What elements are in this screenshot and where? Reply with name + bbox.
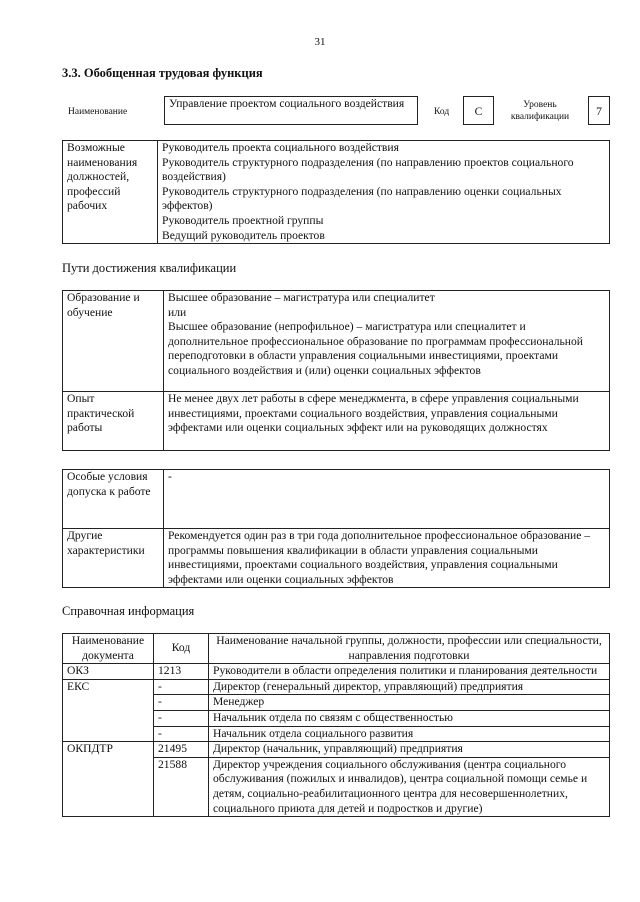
level-label: Уровень квалификации — [510, 100, 570, 122]
doc-cell: ОКЗ — [63, 664, 154, 680]
positions-list — [158, 141, 610, 244]
name-cell: Начальник отдела по связям с общественностью — [209, 710, 610, 726]
position-item: Руководитель структурного подразделения (по направлению проектов социального воздействия) — [162, 155, 574, 184]
section-title: 3.3. Обобщенная трудовая функция — [62, 66, 263, 80]
position-item: Руководитель проекта социального воздействия — [162, 141, 399, 154]
name-cell: Директор учреждения социального обслуживания (центра социального обслуживания (пожилых и инвалидов), центра социальной помощи семье и детям, социально-реабилитационного центра для несовершеннолетних, социального приюта для детей и подростков и другие) — [209, 757, 610, 816]
education-label: Образование и обучение — [63, 291, 164, 392]
name-cell: Директор (генеральный директор, управляющий) предприятия — [209, 679, 610, 695]
qualification-level: 7 — [588, 96, 610, 125]
code-label: Код — [434, 107, 450, 117]
code-cell: - — [154, 679, 209, 695]
code-cell: 21588 — [154, 757, 209, 816]
table-row — [63, 664, 610, 680]
education-row — [63, 291, 610, 392]
education-line: или — [168, 305, 187, 319]
name-cell: Менеджер — [209, 695, 610, 711]
paths-heading: Пути достижения квалификации — [62, 261, 237, 275]
other-label: Другие характеристики — [63, 529, 164, 588]
reference-heading: Справочная информация — [62, 604, 195, 618]
page-number: 31 — [314, 36, 326, 48]
position-item: Ведущий руководитель проектов — [162, 228, 325, 242]
admission-value: - — [164, 470, 610, 529]
function-name: Управление проектом социального воздействия — [164, 96, 418, 125]
positions-label: Возможные наименования должностей, профессий рабочих — [63, 141, 158, 244]
positions-row — [63, 141, 610, 244]
position-item: Руководитель проектной группы — [162, 213, 324, 227]
qualification-table — [62, 290, 610, 451]
doc-cell: ЕКС — [63, 679, 154, 741]
education-line: Высшее образование – магистратура или специалитет — [168, 291, 435, 304]
reference-header-row — [63, 634, 610, 664]
conditions-table — [62, 469, 610, 588]
code-cell: 1213 — [154, 664, 209, 680]
code-cell: 21495 — [154, 742, 209, 758]
other-row — [63, 529, 610, 588]
reference-table — [62, 633, 610, 817]
position-item: Руководитель структурного подразделения (по направлению оценки социальных эффектов) — [162, 184, 562, 213]
name-cell: Руководители в области определения политики и планирования деятельности — [209, 664, 610, 680]
header-name: Наименование начальной группы, должности, профессии или специальности, направления подготовки — [209, 634, 610, 664]
other-value: Рекомендуется один раз в три года дополнительное профессиональное образование – программы повышения квалификации в области управления социальными инвестициями, проектами социального воздействия, управления социальными эффектами или оценки социальных эффектов — [164, 529, 610, 588]
education-line: Высшее образование (непрофильное) – магистратура или специалитет и дополнительное профессиональное образование по программам профессиональной переподготовки в области управления социальными инвестициями, проектами социального воздействия и (или) оценки социальных эффектов — [168, 320, 583, 377]
admission-row — [63, 470, 610, 529]
name-label: Наименование — [68, 107, 128, 117]
table-row — [63, 679, 610, 695]
experience-value: Не менее двух лет работы в сфере менеджмента, в сфере управления социальными инвестициями, проектами социального воздействия, управления социальными эффектами или оценки социальных эффект или на руководящих должностях — [164, 392, 610, 451]
name-cell: Начальник отдела социального развития — [209, 726, 610, 742]
function-code: С — [463, 96, 494, 125]
header-document: Наименование документа — [63, 634, 154, 664]
doc-cell: ОКПДТР — [63, 742, 154, 817]
admission-label: Особые условия допуска к работе — [63, 470, 164, 529]
name-cell: Директор (начальник, управляющий) предприятия — [209, 742, 610, 758]
experience-row — [63, 392, 610, 451]
education-value — [164, 291, 610, 392]
code-cell: - — [154, 726, 209, 742]
table-row — [63, 742, 610, 758]
positions-table — [62, 140, 610, 244]
code-cell: - — [154, 695, 209, 711]
header-code: Код — [154, 634, 209, 664]
experience-label: Опыт практической работы — [63, 392, 164, 451]
code-cell: - — [154, 710, 209, 726]
